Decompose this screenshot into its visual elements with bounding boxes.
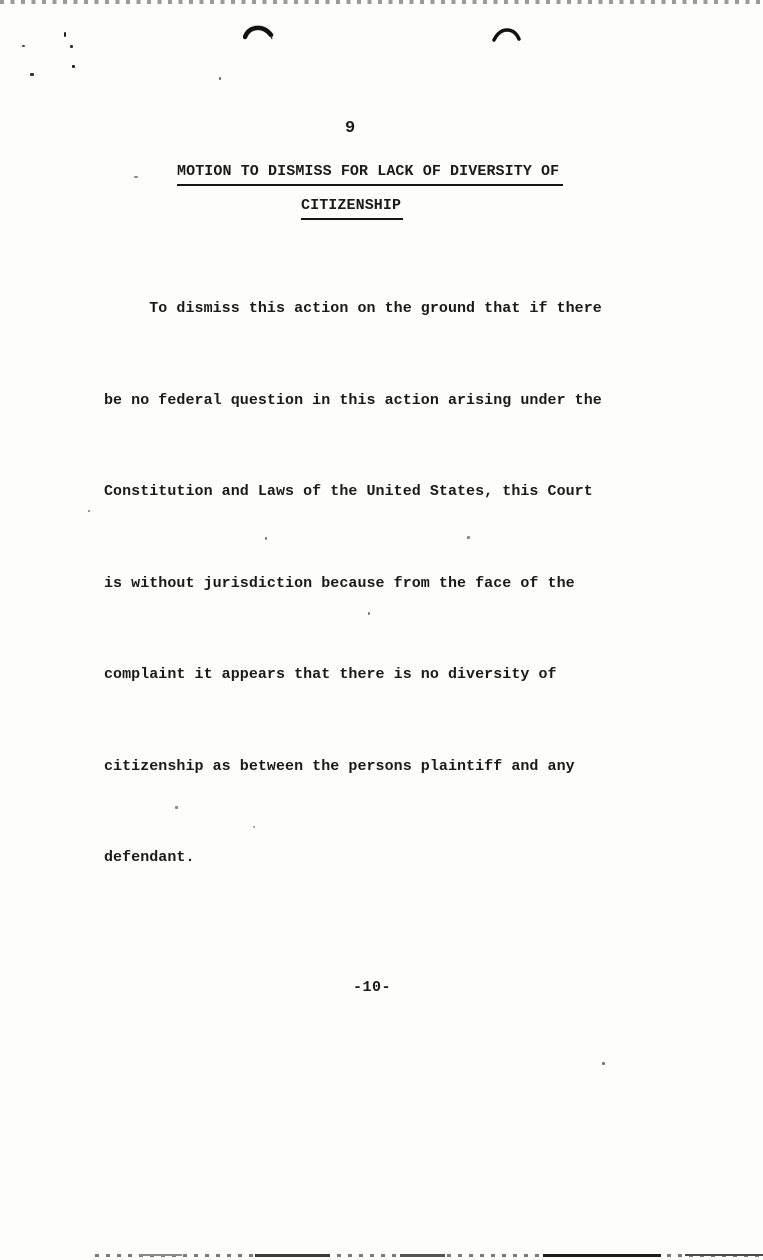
scan-edge-segment (140, 1254, 182, 1256)
body-line: be no federal question in this action arising under the (104, 391, 602, 409)
scan-speck (88, 510, 90, 512)
scan-speck (30, 73, 34, 76)
section-title-line-2: CITIZENSHIP (301, 197, 403, 220)
body-paragraph (104, 233, 644, 935)
scan-edge-perforation-top (0, 0, 763, 4)
scan-edge-artifact-bottom (95, 1254, 763, 1257)
scan-edge-segment (400, 1254, 445, 1257)
body-line: citizenship as between the persons plaintiff and any (104, 757, 575, 775)
section-title-line-1: MOTION TO DISMISS FOR LACK OF DIVERSITY OF (177, 163, 563, 186)
punch-hole-arc-mark-right (492, 28, 522, 49)
body-line: complaint it appears that there is no diversity of (104, 666, 557, 683)
punch-hole-arc-mark-left (243, 25, 275, 48)
footer-page-number: -10- (353, 979, 392, 996)
scan-speck (134, 176, 138, 178)
scan-speck (64, 32, 66, 37)
scan-edge-segment (543, 1254, 661, 1257)
scan-edge-segment (685, 1254, 763, 1256)
scan-speck (72, 65, 75, 68)
page-number: 9 (345, 119, 356, 138)
scan-speck (70, 45, 73, 48)
body-line: Constitution and Laws of the United States, this Court (104, 483, 593, 500)
scan-speck (602, 1062, 605, 1065)
body-line: is without jurisdiction because from the face of the (104, 574, 575, 592)
scan-edge-segment (255, 1254, 330, 1257)
scan-speck (22, 45, 25, 47)
body-line: defendant. (104, 849, 195, 866)
scan-speck (219, 77, 221, 80)
body-line: To dismiss this action on the ground that if there (104, 300, 602, 317)
